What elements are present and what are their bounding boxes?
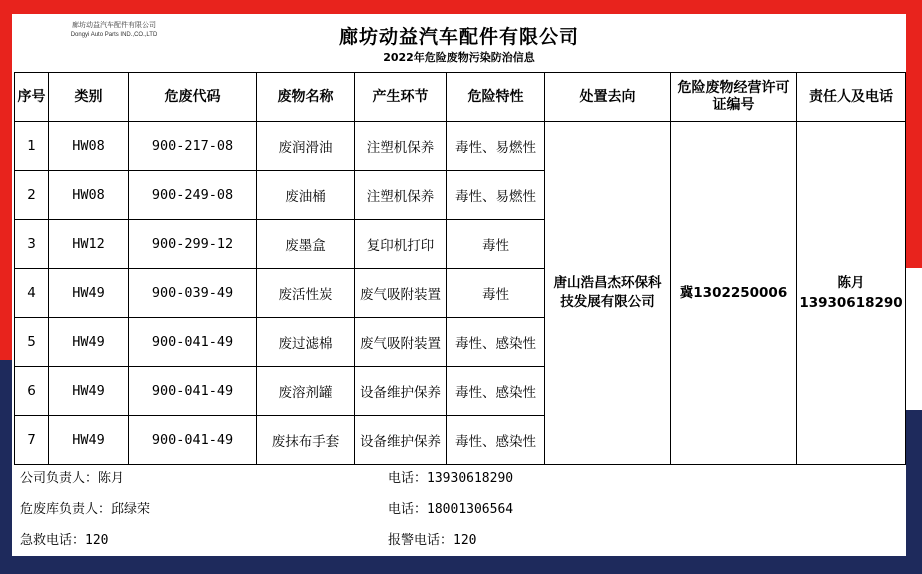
cell-contact [797,122,906,465]
header-source: 产生环节 [355,73,447,122]
cell-seq: 6 [15,367,49,416]
red-top-band [0,0,922,14]
company-head-label: 公司负责人： [20,471,99,486]
warehouse-head-phone-label: 电话： [388,502,428,517]
cell-seq: 2 [15,171,49,220]
cell-code: 900-041-49 [129,367,257,416]
cell-hazard: 毒性、易燃性 [447,171,545,220]
cell-code: 900-217-08 [129,122,257,171]
cell-category: HW49 [49,367,129,416]
company-head-name: 陈月 [98,471,125,486]
notice-panel [12,14,906,556]
cell-hazard: 毒性 [447,269,545,318]
header-name: 废物名称 [257,73,355,122]
notice-subtitle: 2022年危险废物污染防治信息 [383,51,535,64]
company-head-phone-line [388,470,513,488]
logo-cn-text: 廊坊动益汽车配件有限公司 [72,21,156,29]
cell-seq: 4 [15,269,49,318]
header-seq: 序号 [15,73,49,122]
header-category: 类别 [49,73,129,122]
company-head-line [20,470,124,488]
company-head-phone: 13930618290 [427,471,514,486]
cell-disposal: 唐山浩昌杰环保科技发展有限公司 [545,122,671,465]
red-left-band [0,0,12,360]
cell-code: 900-299-12 [129,220,257,269]
cell-name: 废过滤棉 [257,318,355,367]
company-head-phone-label: 电话： [388,471,428,486]
hazardous-waste-table [14,72,906,465]
header-hazard: 危险特性 [447,73,545,122]
cell-category: HW08 [49,122,129,171]
warehouse-head-phone: 18001306564 [427,502,514,517]
emergency-label: 急救电话： [20,533,86,548]
cell-code: 900-041-49 [129,416,257,465]
cell-category: HW49 [49,318,129,367]
emergency-line [20,532,109,550]
header-disposal: 处置去向 [545,73,671,122]
cell-seq: 5 [15,318,49,367]
police-line [388,532,477,550]
cell-hazard: 毒性、感染性 [447,416,545,465]
cell-license: 冀1302250006 [671,122,797,465]
cell-source: 设备维护保养 [355,416,447,465]
cell-name: 废活性炭 [257,269,355,318]
header-code: 危废代码 [129,73,257,122]
cell-code: 900-039-49 [129,269,257,318]
cell-hazard: 毒性、感染性 [447,367,545,416]
navy-right-band [906,410,922,574]
police-label: 报警电话： [388,533,454,548]
cell-hazard: 毒性、易燃性 [447,122,545,171]
red-right-band [906,0,922,268]
cell-name: 废抹布手套 [257,416,355,465]
cell-code: 900-041-49 [129,318,257,367]
header-contact: 责任人及电话 [797,73,906,122]
navy-left-band [0,360,12,574]
cell-source: 废气吸附装置 [355,318,447,367]
cell-source: 注塑机保养 [355,122,447,171]
emergency-phone: 120 [85,533,109,548]
contact-phone: 13930618290 [799,295,903,311]
warehouse-head-name: 邱绿荣 [111,502,151,517]
cell-name: 废油桶 [257,171,355,220]
cell-source: 注塑机保养 [355,171,447,220]
cell-source: 复印机打印 [355,220,447,269]
cell-hazard: 毒性 [447,220,545,269]
table-row [15,122,906,171]
cell-category: HW49 [49,416,129,465]
cell-seq: 1 [15,122,49,171]
cell-category: HW49 [49,269,129,318]
header-license: 危险废物经营许可证编号 [671,73,797,122]
cell-category: HW08 [49,171,129,220]
warehouse-head-phone-line [388,501,513,519]
table-header-row [15,73,906,122]
cell-category: HW12 [49,220,129,269]
logo-en-text: Dongyi Auto Parts IND.,CO.,LTD [70,32,158,38]
cell-name: 废墨盒 [257,220,355,269]
contact-name: 陈月 [837,275,865,291]
warehouse-head-line [20,501,150,519]
cell-name: 废溶剂罐 [257,367,355,416]
cell-hazard: 毒性、感染性 [447,318,545,367]
navy-bottom-band [0,556,922,574]
warehouse-head-label: 危废库负责人： [20,502,112,517]
cell-seq: 7 [15,416,49,465]
cell-source: 废气吸附装置 [355,269,447,318]
cell-source: 设备维护保养 [355,367,447,416]
company-title: 廊坊动益汽车配件有限公司 [338,26,579,48]
cell-code: 900-249-08 [129,171,257,220]
cell-seq: 3 [15,220,49,269]
cell-name: 废润滑油 [257,122,355,171]
police-phone: 120 [453,533,477,548]
